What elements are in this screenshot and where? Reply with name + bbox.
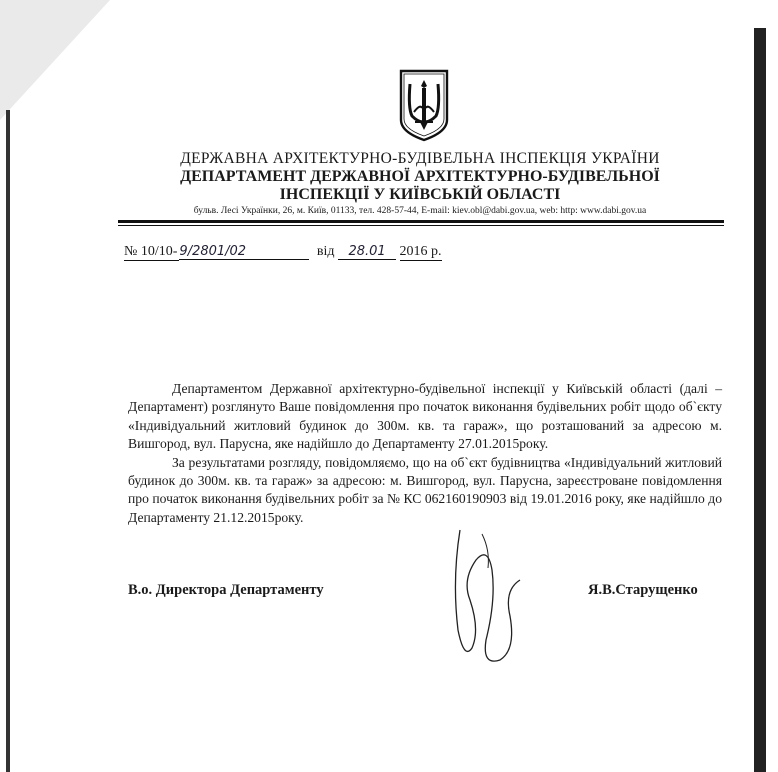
body-paragraph-1: Департаментом Державної архітектурно-будівельної інспекції у Київській області (далі – Департамент) розглянуто Ваше повідомлення про початок виконання будівельних робіт щодо об`єкту «Індивідуальний житловий будинок до 300м. кв. та гараж», що розташований за адресою м. Вишгород, вул. Парусна, яке надійшло до Департаменту 27.01.2015року.: [128, 381, 722, 452]
letter-body: [128, 380, 722, 527]
header-contacts: бульв. Лесі Українки, 26, м. Київ, 01133, тел. 428-57-44, E-mail: kiev.obl@dabi.gov.ua, web: http: www.dabi.gov.ua: [193, 206, 647, 216]
header-department-line2: ІНСПЕКЦІЇ У КИЇВСЬКІЙ ОБЛАСТІ: [279, 186, 561, 203]
scan-edge-right: [754, 28, 766, 772]
folded-corner: [0, 0, 110, 120]
signatory-name: Я.В.Старущенко: [588, 582, 698, 598]
reference-year: 2016 р.: [399, 244, 442, 259]
trident-emblem-icon: [398, 68, 450, 142]
header-department-line1: ДЕПАРТАМЕНТ ДЕРЖАВНОЇ АРХІТЕКТУРНО-БУДІВЕЛЬНОЇ: [180, 168, 660, 185]
body-paragraph-2: За результатами розгляду, повідомляємо, що на об`єкт будівництва «Індивідуальний житловий будинок до 300м. кв. та гараж» за адресою: м. Вишгород, вул. Парусна, зареєстроване повідомлення про початок виконання будівельних робіт за № КС 062160190903 від 19.01.2016 року, яке надійшло до Департаменту 21.12.2015року.: [128, 454, 722, 525]
handwritten-signature: [430, 520, 550, 680]
reference-number: 9/2801/02: [179, 244, 309, 260]
reference-date: 28.01: [338, 244, 396, 260]
reference-from-label: від: [316, 244, 335, 259]
header-rule-thin: [118, 225, 724, 226]
scan-edge-left: [6, 110, 10, 772]
reference-line: [124, 244, 454, 261]
header-rule-thick: [118, 220, 724, 223]
signatory-title: В.о. Директора Департаменту: [128, 582, 324, 598]
header-ministry: ДЕРЖАВНА АРХІТЕКТУРНО-БУДІВЕЛЬНА ІНСПЕКЦІЯ УКРАЇНИ: [180, 150, 660, 167]
reference-prefix: № 10/10-: [124, 244, 178, 259]
